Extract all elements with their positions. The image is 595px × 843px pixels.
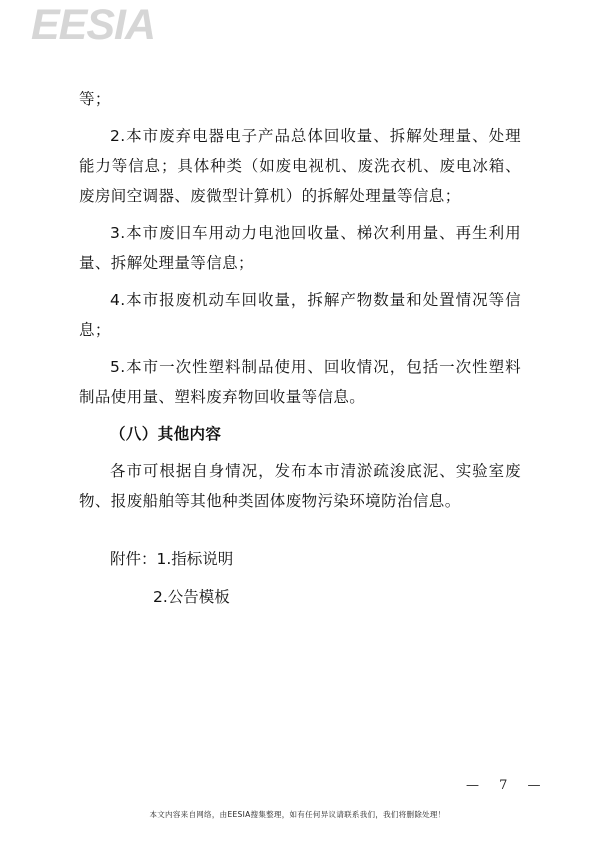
footer-disclaimer: 本文内容来自网络，由EESIA搜集整理，如有任何异议请联系我们，我们将删除处理！: [149, 810, 446, 819]
paragraph-continuation: 等；: [79, 90, 111, 108]
paragraph-item-4: 4.本市报废机动车回收量，拆解产物数量和处置情况等信息；: [79, 291, 521, 339]
section-body: 各市可根据自身情况，发布本市清淤疏浚底泥、实验室废物、报废船舶等其他种类固体废物污染环境防治信息。: [79, 462, 521, 510]
attachment-row-1: [79, 544, 521, 582]
section-heading: （八）其他内容: [110, 425, 222, 443]
attachments-list: [79, 544, 521, 620]
attachment-row-2: [79, 582, 521, 620]
paragraph-item-5: 5.本市一次性塑料制品使用、回收情况，包括一次性塑料制品使用量、塑料废弃物回收量等信息。: [79, 358, 521, 406]
eesia-watermark-logo: EESIA: [31, 1, 156, 49]
paragraph-item-3: 3.本市废旧车用动力电池回收量、梯次利用量、再生利用量、拆解处理量等信息；: [79, 224, 521, 272]
attachment-item: 2.公告模板: [153, 588, 230, 606]
attachments-label: 附件：: [110, 550, 157, 568]
document-body: [79, 84, 521, 620]
page-number: — 7 —: [466, 778, 549, 793]
paragraph-item-2: 2.本市废弃电器电子产品总体回收量、拆解处理量、处理能力等信息；具体种类（如废电视机、废洗衣机、废电冰箱、废房间空调器、废微型计算机）的拆解处理量等信息；: [79, 127, 521, 205]
attachment-item: 1.指标说明: [156, 550, 234, 568]
